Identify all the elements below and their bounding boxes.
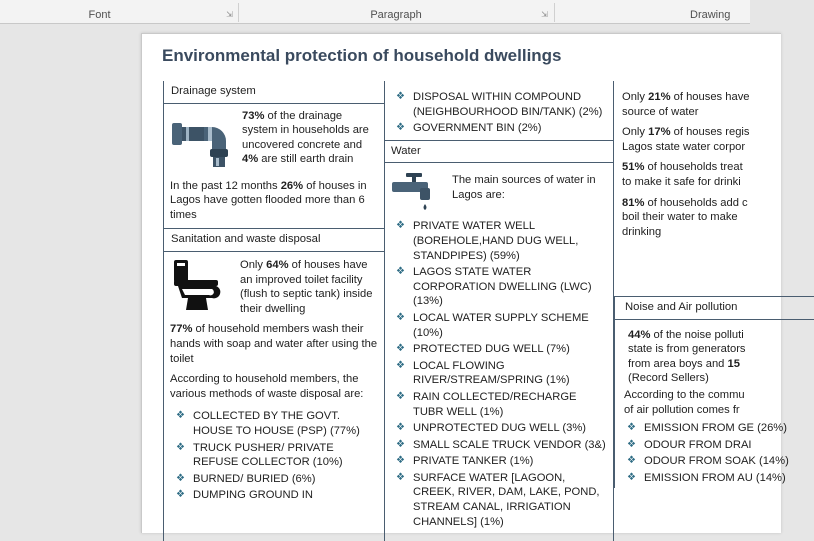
document-page[interactable] bbox=[141, 33, 789, 533]
fact-pct: 17% bbox=[648, 126, 671, 139]
list-item: ❖ LOCAL FLOWING RIVER/STREAM/SPRING (1%) bbox=[390, 359, 607, 388]
water-sources-intro: The main sources of water in Lagos are: bbox=[452, 174, 596, 201]
section-heading-drainage: Drainage system bbox=[164, 81, 384, 104]
fact-text: drinking bbox=[622, 225, 662, 238]
ribbon-group-drawing bbox=[555, 0, 750, 24]
document-title: Environmental protection of household dwellings bbox=[162, 46, 562, 65]
noise-stat bbox=[615, 320, 814, 386]
flood-pct: 26% bbox=[280, 179, 304, 192]
drainage-earth-text: are still earth drain bbox=[258, 153, 354, 166]
list-item: ❖ PRIVATE TANKER (1%) bbox=[390, 454, 607, 469]
handwash-stat bbox=[170, 322, 380, 366]
waste-methods-intro: According to household members, the various methods of waste disposal are: bbox=[170, 373, 364, 400]
air-intro-text: of air pollution comes fr bbox=[624, 403, 740, 416]
section-heading-noise: Noise and Air pollution bbox=[615, 296, 814, 320]
font-dialog-launcher-icon[interactable]: ⇲ bbox=[226, 10, 233, 19]
fact-pct: 81% bbox=[622, 196, 645, 209]
drainage-section bbox=[164, 104, 384, 223]
drainage-uncovered-pct: 73% bbox=[242, 109, 265, 122]
water-section bbox=[384, 163, 613, 529]
fact-text: Only bbox=[622, 126, 649, 139]
fact-text: Only bbox=[622, 91, 649, 103]
drainage-stat bbox=[242, 109, 380, 167]
waste-methods-list bbox=[170, 409, 380, 503]
water-sources-list bbox=[390, 215, 607, 529]
noise-text: of the noise polluti bbox=[650, 328, 744, 341]
fact-text: of houses have bbox=[670, 91, 750, 103]
ribbon-group-strip bbox=[0, 0, 750, 24]
fact-text: Lagos state water corpor bbox=[622, 140, 746, 153]
list-item: ❖ SMALL SCALE TRUCK VENDOR (3&) bbox=[390, 438, 607, 453]
flood-text-pre: In the past 12 months bbox=[170, 179, 281, 192]
list-item: ❖ ODOUR FROM SOAK (14%) bbox=[621, 454, 814, 469]
list-item: ❖ DUMPING GROUND IN bbox=[170, 488, 380, 503]
water-fact-4 bbox=[614, 196, 814, 240]
fact-text: source of water bbox=[622, 105, 699, 118]
fact-text: of houses regis bbox=[670, 126, 750, 139]
list-item: ❖ LAGOS STATE WATER CORPORATION DWELLING (LWC) (13%) bbox=[390, 265, 607, 309]
list-item: ❖ DISPOSAL WITHIN COMPOUND (NEIGHBOURHOOD BIN/TANK) (2%) bbox=[390, 90, 607, 119]
list-item: ❖ COLLECTED BY THE GOVT. HOUSE TO HOUSE (PSP) (77%) bbox=[170, 409, 380, 438]
toilet-text-post: of houses have an improved toilet facility (flush to septic tank) inside their dwelling bbox=[240, 258, 373, 315]
fact-pct: 21% bbox=[648, 91, 671, 103]
list-item: ❖ EMISSION FROM AU (14%) bbox=[621, 471, 814, 486]
flood-stat bbox=[170, 177, 380, 223]
water-fact-1 bbox=[614, 90, 814, 119]
list-item: ❖ PRIVATE WATER WELL (BOREHOLE,HAND DUG WELL, STANDPIPES) (59%) bbox=[390, 219, 607, 263]
air-pollution-intro bbox=[615, 386, 814, 421]
toilet-text-pre: Only bbox=[240, 258, 267, 271]
drainage-uncovered-text: of the drainage system in households are uncovered concrete and bbox=[242, 109, 369, 151]
sanitation-section bbox=[164, 252, 384, 503]
ribbon-group-paragraph bbox=[239, 0, 553, 24]
section-heading-water: Water bbox=[384, 140, 613, 164]
list-item: ❖ TRUCK PUSHER/ PRIVATE REFUSE COLLECTOR (10%) bbox=[170, 441, 380, 470]
toilet-icon bbox=[170, 258, 240, 318]
list-item: ❖ BURNED/ BURIED (6%) bbox=[170, 472, 380, 487]
column-water-facts-noise bbox=[614, 90, 814, 484]
noise-text: from area boys and bbox=[628, 357, 728, 370]
flood-text-post: of houses in Lagos have gotten flooded more than 6 times bbox=[170, 179, 367, 221]
toilet-pct: 64% bbox=[266, 258, 289, 271]
fact-text: of households add c bbox=[644, 196, 748, 209]
water-tap-icon bbox=[390, 171, 452, 215]
ribbon-group-font bbox=[0, 0, 237, 24]
fact-text: to make it safe for drinki bbox=[622, 175, 741, 188]
waste-methods-continued bbox=[384, 81, 613, 136]
toilet-stat bbox=[236, 258, 380, 316]
list-item: ❖ PROTECTED DUG WELL (7%) bbox=[390, 342, 607, 357]
list-item: ❖ EMISSION FROM GE (26%) bbox=[621, 421, 814, 436]
column-drainage-sanitation bbox=[163, 81, 385, 541]
list-item: ❖ ODOUR FROM DRAI bbox=[621, 438, 814, 453]
fact-text: of households treat bbox=[644, 161, 743, 174]
air-intro-text: According to the commu bbox=[624, 388, 745, 401]
noise-pct: 15 bbox=[727, 357, 740, 370]
handwash-text: of household members wash their hands with soap and water after using the toilet bbox=[170, 323, 378, 365]
ribbon-group-font-label: Font bbox=[88, 9, 111, 21]
noise-text: state is from generators bbox=[628, 343, 746, 356]
water-fact-3 bbox=[614, 160, 814, 189]
noise-pct: 44% bbox=[628, 328, 651, 341]
handwash-pct: 77% bbox=[170, 323, 193, 336]
ribbon-group-drawing-label: Drawing bbox=[690, 9, 731, 21]
noise-air-section bbox=[614, 296, 814, 488]
list-item: ❖ SURFACE WATER [LAGOON, CREEK, RIVER, DAM, LAKE, POND, STREAM CANAL, IRRIGATION CHANNELS] (1%) bbox=[390, 471, 607, 529]
noise-text: (Record Sellers) bbox=[628, 372, 709, 385]
list-item: ❖ LOCAL WATER SUPPLY SCHEME (10%) bbox=[390, 311, 607, 340]
paragraph-dialog-launcher-icon[interactable]: ⇲ bbox=[541, 10, 548, 19]
list-item: ❖ GOVERNMENT BIN (2%) bbox=[390, 121, 607, 136]
list-item: ❖ UNPROTECTED DUG WELL (3%) bbox=[390, 421, 607, 436]
ribbon-group-paragraph-label: Paragraph bbox=[370, 9, 422, 21]
fact-pct: 51% bbox=[622, 161, 645, 174]
list-item: ❖ RAIN COLLECTED/RECHARGE TUBR WELL (1%) bbox=[390, 390, 607, 419]
fact-text: boil their water to make bbox=[622, 211, 738, 224]
column-water bbox=[384, 81, 614, 541]
drain-pipe-icon bbox=[170, 109, 242, 177]
air-pollution-list bbox=[615, 421, 814, 485]
section-heading-sanitation: Sanitation and waste disposal bbox=[164, 228, 384, 252]
drainage-earth-pct: 4% bbox=[242, 153, 259, 166]
water-fact-2 bbox=[614, 125, 814, 154]
